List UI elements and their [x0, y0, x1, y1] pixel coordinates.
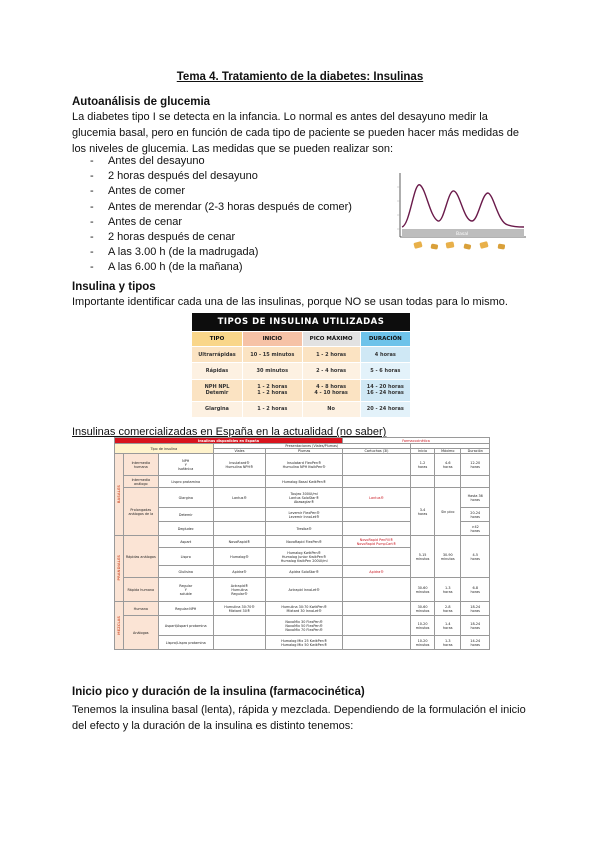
table-cell: 2-8 horas [435, 602, 461, 616]
list-item: - A las 6.00 h (de la mañana) [90, 260, 352, 275]
col-header: Duración [461, 449, 490, 454]
table-cell [343, 476, 411, 488]
table-cell: Intermedia humana [123, 454, 158, 476]
table-cell: NovoRapid PenFill® NovoRapid PumpCart® [343, 536, 411, 548]
table-cell: Apidra® [343, 566, 411, 578]
table-cell: Análogos [123, 616, 158, 650]
heading-autoanalisis: Autoanálisis de glucemia [72, 96, 211, 108]
heading-comercializadas: Insulinas comercializadas en España en la actualidad (no saber) [72, 426, 387, 438]
commercial-insulins-table [114, 437, 490, 650]
table-cell: 4-5 horas [461, 536, 490, 578]
table-cell: 18-24 horas [461, 616, 490, 636]
table-cell: 1-3 horas [435, 636, 461, 650]
table-cell: Humulina 30:70® Mixtard 30® [213, 602, 266, 616]
header-inicio: INICIO [243, 331, 303, 346]
table-cell: 1-2 horas [411, 454, 435, 476]
table-cell: NovoRapid FlexPen® [266, 536, 343, 548]
table-cell [213, 636, 266, 650]
table-cell: 5-15 minutos [411, 536, 435, 578]
page-title: Tema 4. Tratamiento de la diabetes: Insulinas [176, 71, 424, 83]
table-cell: Ultrarrápidas [192, 346, 243, 362]
table-cell [213, 476, 266, 488]
table-cell: 30 minutos [243, 363, 303, 379]
col-header: Máximo [435, 449, 461, 454]
table-cell: Lispro [158, 548, 213, 566]
table-cell: 14 - 20 horas 16 - 24 horas [360, 379, 410, 401]
table-cell: Lantus® [213, 488, 266, 508]
table-caption: TIPOS DE INSULINA UTILIZADAS [192, 313, 411, 332]
table-cell: NovoRapid® [213, 536, 266, 548]
table-cell: Lantus® [343, 488, 411, 508]
table-cell: Humalog Basal KwikPen® [266, 476, 343, 488]
table-cell [343, 602, 411, 616]
table-cell: Glargina [192, 401, 243, 417]
table-cell: 5 - 6 horas [360, 363, 410, 379]
table-cell: Humulina 30:70 KwikPen® Mixtard 30 InnoLet® [266, 602, 343, 616]
table-cell: 4-6 horas [435, 454, 461, 476]
table-cell: 6-8 horas [461, 578, 490, 602]
table-cell [461, 476, 490, 488]
paragraph-insulina-tipos: Importante identificar cada una de las insulinas, porque NO se usan todas para lo mismo. [72, 296, 508, 308]
table-cell: 1 - 2 horas [302, 346, 360, 362]
table-cell: 12-20 horas [461, 454, 490, 476]
list-item: - Antes de merendar (2-3 horas después de comer) [90, 200, 352, 215]
table-cell: Apidra® [213, 566, 266, 578]
table-cell: Actrapid® Humulina Regular® [213, 578, 266, 602]
table-cell: NovoMix 30 FlexPen® NovoMix 50 FlexPen® NovoMix 70 FlexPen® [266, 616, 343, 636]
table-cell: 4 - 8 horas 4 - 10 horas [302, 379, 360, 401]
table-cell [343, 508, 411, 522]
table-cell: 10-20 minutos [411, 616, 435, 636]
basal-label: Basal [456, 232, 469, 237]
table-cell: 30-60 minutos [411, 602, 435, 616]
table-cell: 1-4 horas [435, 616, 461, 636]
table-cell: 20 - 24 horas [360, 401, 410, 417]
table-cell: Regular:NPH [158, 602, 213, 616]
table-cell: Glulisina [158, 566, 213, 578]
table-cell [343, 454, 411, 476]
table-cell: Hasta 36 horas [461, 488, 490, 508]
table-cell: 1 - 2 horas [243, 401, 303, 417]
col-header: Viales [213, 449, 266, 454]
table-cell: Humalog KwikPen® Humalog Junior KwikPen® Humalog KwikPen 200UI/ml [266, 548, 343, 566]
table-cell: Humana [123, 602, 158, 616]
col-header: Inicio [411, 449, 435, 454]
table-cell: 1-3 horas [435, 578, 461, 602]
table-cell [343, 616, 411, 636]
table-cell: Actrapid InnoLet® [266, 578, 343, 602]
table-cell [411, 476, 435, 488]
measurement-list [90, 154, 352, 276]
table-cell: 30-60 minutos [411, 578, 435, 602]
table-cell: Insulatard FlexPen® Humulina NPH KwikPen® [266, 454, 343, 476]
list-item: - A las 3.00 h (de la madrugada) [90, 245, 352, 260]
heading-farmacocinetica: Inicio pico y duración de la insulina (farmacocinética) [72, 686, 365, 698]
table-cell: Lispro protamina [158, 476, 213, 488]
table-cell: NPH NPL Detemir [192, 379, 243, 401]
table-cell: Glargina [158, 488, 213, 508]
table-cell [343, 522, 411, 536]
table-cell: 10 - 15 minutos [243, 346, 303, 362]
table-cell [435, 476, 461, 488]
table-cell: Rápidas análogos [123, 536, 158, 578]
pharmaco-header: Farmacocinética [343, 438, 490, 444]
header-pico: PICO MÁXIMO [302, 331, 360, 346]
list-item: - Antes de cenar [90, 215, 352, 230]
table-cell: NPH Y Isofánica [158, 454, 213, 476]
heading-insulina-tipos: Insulina y tipos [72, 281, 156, 293]
table-cell: Insulatard® Humulina NPH® [213, 454, 266, 476]
table-cell: Levemir FlexPen® Levemir InnoLet® [266, 508, 343, 522]
table-cell: Rápidas [192, 363, 243, 379]
list-item: - Antes del desayuno [90, 154, 352, 169]
table-cell: Prolongadas análogos de la [123, 488, 158, 536]
table-cell: 10-20 minutos [411, 636, 435, 650]
list-item: - Antes de comer [90, 184, 352, 199]
table-cell: 2 - 4 horas [302, 363, 360, 379]
table-cell [343, 636, 411, 650]
table-cell: Humalog Mix 25 KwikPen® Humalog Mix 50 KwikPen® [266, 636, 343, 650]
commercial-table-title: Insulinas disponibles en España [115, 438, 343, 444]
col-header: Plumas [266, 449, 343, 454]
table-cell [213, 616, 266, 636]
table-cell [213, 522, 266, 536]
insulin-types-table [191, 312, 411, 418]
table-cell [343, 548, 411, 566]
table-cell: No [302, 401, 360, 417]
glucose-curve-figure [384, 165, 532, 263]
table-cell: Lispro/Lispro protamina [158, 636, 213, 650]
col-tipo-header: Tipo de insulina [115, 444, 214, 454]
group-label: MEZCLAS [115, 602, 124, 650]
table-cell: 30-90 minutos [435, 536, 461, 578]
table-cell: Tresiba® [266, 522, 343, 536]
list-item: - 2 horas después del desayuno [90, 169, 352, 184]
table-cell: Rápida humana [123, 578, 158, 602]
table-cell: 20-24 horas [461, 508, 490, 522]
table-cell: 3-4 horas [411, 488, 435, 536]
table-cell: Intermedia análogo [123, 476, 158, 488]
presentation-header: Presentaciones (Viales/Plumas) [213, 444, 410, 449]
list-item: - 2 horas después de cenar [90, 230, 352, 245]
table-cell: Regular Y soluble [158, 578, 213, 602]
table-cell: Detemir [158, 508, 213, 522]
paragraph-farmacocinetica: Tenemos la insulina basal (lenta), rápida y mezclada. Dependiendo de la formulación el inicio del efecto y la duración de la insulina es distinto tenemos: [72, 704, 526, 732]
group-label: PRANDIALES [115, 536, 124, 602]
paragraph-autoanalisis: La diabetes tipo I se detecta en la infancia. Lo normal es antes del desayuno medir la glucemia basal, pero en función de cada tipo de paciente se pueden hacer más medidas de los niveles de glucemia. Las medidas que se pueden realizar son: [72, 111, 520, 155]
table-cell: Toujeo 300UI/ml Lantus SoloStar® Abasaglar® [266, 488, 343, 508]
table-cell [213, 508, 266, 522]
header-duracion: DURACIÓN [360, 331, 410, 346]
table-cell: 1 - 2 horas 1 - 2 horas [243, 379, 303, 401]
header-tipo: TIPO [192, 331, 243, 346]
table-cell: Sin pico [435, 488, 461, 536]
table-cell [343, 578, 411, 602]
table-cell: 18-24 horas [461, 602, 490, 616]
group-label: BASALES [115, 454, 124, 536]
table-cell: 4 horas [360, 346, 410, 362]
table-cell: Apidra SoloStar® [266, 566, 343, 578]
col-header: Cartuchos (3l) [343, 449, 411, 454]
table-cell: Aspart [158, 536, 213, 548]
table-cell: Aspart/Aspart protamina [158, 616, 213, 636]
table-cell: Humalog® [213, 548, 266, 566]
table-cell: >42 horas [461, 522, 490, 536]
table-cell: Degludec [158, 522, 213, 536]
table-cell: 14-24 horas [461, 636, 490, 650]
